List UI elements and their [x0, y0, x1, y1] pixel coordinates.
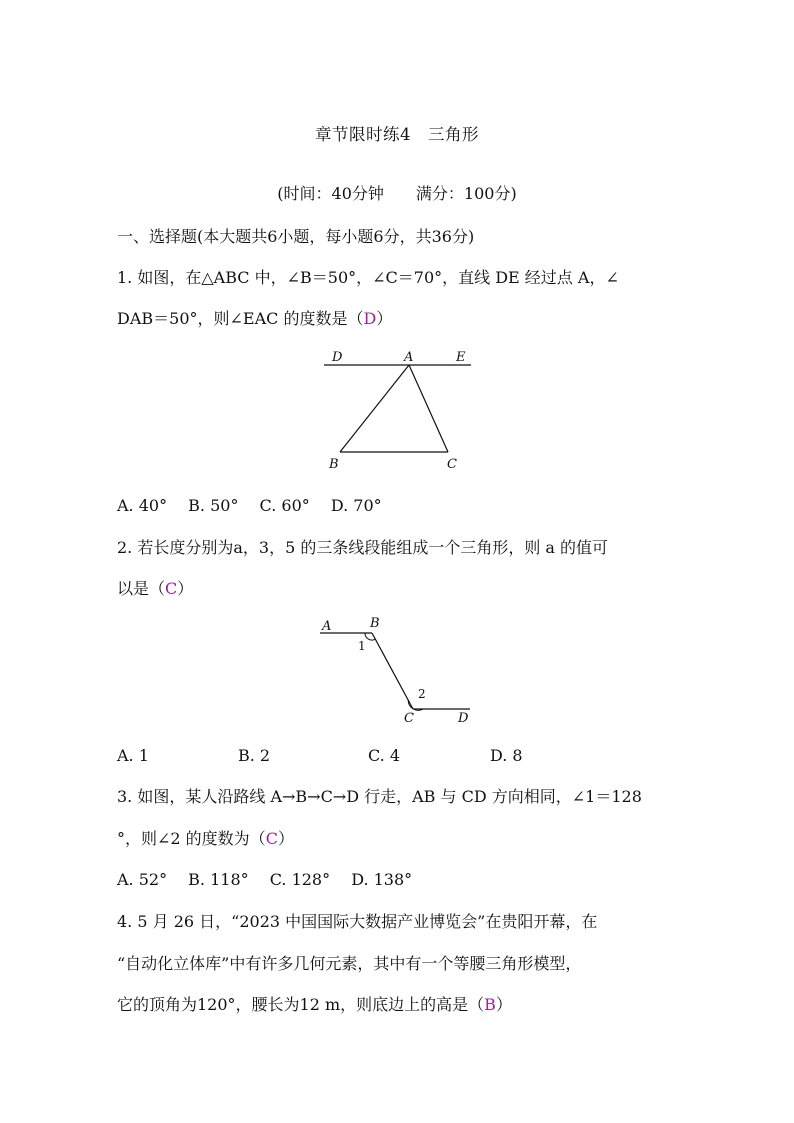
- q3-bracket-close: ）: [277, 829, 294, 848]
- label-c: C: [404, 711, 414, 726]
- q2-line2: [117, 578, 677, 600]
- side-ac: [409, 365, 448, 452]
- page-title: 章节限时练4 三角形: [315, 125, 479, 144]
- q1-stem-end: DAB＝50°，则∠EAC 的度数是（: [117, 309, 364, 328]
- q2-answer: C: [165, 579, 178, 598]
- q4-line1: 4. 5 月 26 日，“2023 中国国际大数据产业博览会”在贵阳开幕，在: [117, 912, 598, 931]
- q2-path-figure: [312, 614, 482, 728]
- q2-option-b: B. 2: [238, 746, 271, 765]
- q1-triangle-figure: [318, 346, 478, 474]
- q3-line1: 3. 如图，某人沿路线 A→B→C→D 行走，AB 与 CD 方向相同，∠1＝128: [117, 787, 642, 806]
- q4-line3: [117, 994, 677, 1016]
- q3-line2: [117, 828, 677, 850]
- label-b: B: [329, 457, 339, 472]
- q3-options: A. 52° B. 118° C. 128° D. 138°: [117, 870, 413, 889]
- q2-option-d: D. 8: [490, 746, 523, 765]
- q2-option-c: C. 4: [368, 746, 401, 765]
- label-c: C: [447, 457, 457, 472]
- section-heading: 一、选择题(本大题共6小题，每小题6分，共36分): [117, 227, 475, 246]
- q3-stem-end: °，则∠2 的度数为（: [117, 829, 266, 848]
- label-b: B: [370, 616, 380, 631]
- q2-line1: 2. 若长度分别为a，3，5 的三条线段能组成一个三角形，则 a 的值可: [117, 538, 609, 557]
- q4-bracket-close: ）: [495, 995, 512, 1014]
- label-d: D: [458, 711, 469, 726]
- q1-line1: 1. 如图，在△ABC 中，∠B＝50°，∠C＝70°，直线 DE 经过点 A，∠: [117, 268, 619, 287]
- q2-option-a: A. 1: [117, 746, 149, 765]
- q1-answer: D: [363, 309, 377, 328]
- label-a: A: [404, 350, 414, 365]
- label-a: A: [322, 619, 332, 634]
- side-ab: [340, 365, 409, 452]
- q3-answer: C: [265, 829, 278, 848]
- q1-options: A. 40° B. 50° C. 60° D. 70°: [117, 496, 382, 515]
- q4-stem-end: 它的顶角为120°，腰长为12 m，则底边上的高是（: [117, 995, 485, 1014]
- angle-2-label: 2: [418, 687, 426, 701]
- q1-line2: [117, 308, 677, 330]
- label-d: D: [332, 350, 343, 365]
- q4-answer: B: [484, 995, 496, 1014]
- q1-bracket-close: ）: [376, 309, 393, 328]
- label-e: E: [456, 350, 466, 365]
- q4-line2: “自动化立体库”中有许多几何元素，其中有一个等腰三角形模型，: [117, 954, 582, 973]
- q2-stem-end: 以是（: [117, 579, 166, 598]
- angle-1-label: 1: [358, 639, 366, 653]
- exam-info: (时间：40分钟 满分：100分): [277, 184, 517, 203]
- q2-bracket-close: ）: [177, 579, 194, 598]
- segment-bc: [372, 633, 413, 709]
